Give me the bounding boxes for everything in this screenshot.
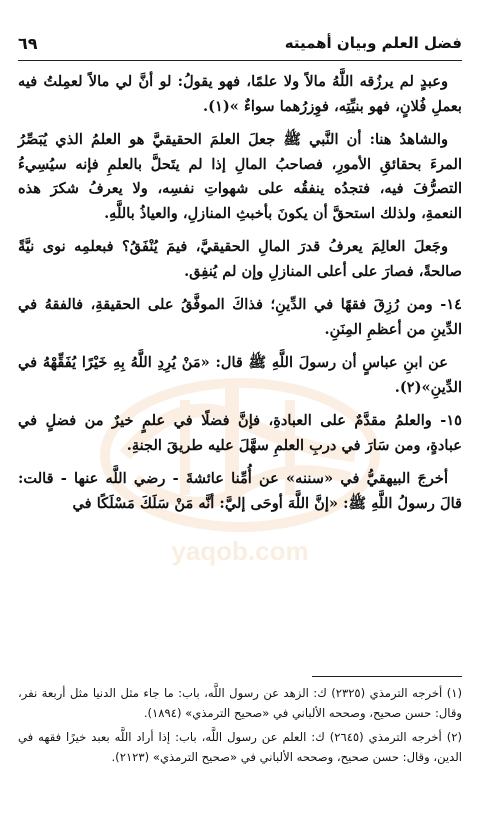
watermark-url: yaqob.com [171, 536, 309, 566]
paragraph-bayhaqi: أخرجَ البيهقيُّ في «سننه» عن أُمِّنا عائشةَ - رضي اللَّه عنها - قالت: قالَ رسولُ اللَّهِ ﷺ: «إنَّ اللَّهَ أوحَى إليَّ: أنَّه مَنْ سَلَكَ مَسْلَكًا في [18, 470, 462, 512]
footnote-1: (١) أخرجه الترمذي (٢٣٢٥) ك: الزهد عن رسول اللَّه، باب: ما جاء مثل الدنيا مثل أربعة نفر، وقال: حسن صحيح، وصححه الألباني في «صحيح الترمذي» (١٨٩٤). [18, 686, 462, 720]
paragraph-evidence: والشاهدُ هنا: أن النَّبي ﷺ جعلَ العلمَ الحقيقيَّ هو العلمُ الذي يُبَصِّرُ المرءَ بحقائقِ الأمورِ، فصاحبُ المالِ إذا لم يتَحلَّ بالعلمِ فإنه سيُسِيءُ التصرُّفَ فيه، فتجدُه ينفقُه على شهواتِ نفسِه، ولا يعرفُ شكرَ هذه النعمةِ، ولذلك استحقَّ أن يكونَ بأخبثِ المنازلِ، والعياذُ باللَّهِ. [18, 131, 462, 222]
point-14: ١٤- ومن رُزِقَ فقهًا في الدِّينِ؛ فذاكَ الموفَّقُ على الحقيقةِ، فالفقهُ في الدِّينِ من أعظمِ المِنَنِ. [18, 296, 462, 338]
paragraph-hadith-end: وعبدٍ لم يرزُقه اللَّهُ مالاً ولا علمًا، فهو يقولُ: لو أنَّ لي مالاً لعمِلتُ فيه بعملِ فُلانٍ، فهو بنيِّتِه، فوِزرُهما سواءٌ »(١). [18, 73, 462, 115]
main-text [18, 70, 462, 525]
page-header [18, 30, 462, 56]
page-number: ٦٩ [18, 33, 38, 53]
header-divider [18, 60, 462, 61]
footnotes [18, 683, 462, 771]
paragraph-scholar: وجَعلَ العالِمَ يعرفُ قدرَ المالِ الحقيقيَّ، فيمَ يُنْفَقُ؟ فبعلمِه نوى نيَّةً صالحةً، فصارَ على أعلى المنازلِ وإن لم يُنفِق. [18, 238, 462, 280]
paragraph-ibn-abbas: عن ابنِ عباسٍ أن رسولَ اللَّهِ ﷺ قال: «مَنْ يُرِدِ اللَّهُ بِهِ خَيْرًا يُفَقِّهْهُ في الدِّينِ»(٢). [18, 354, 462, 396]
point-15: ١٥- والعلمُ مقدَّمٌ على العبادةِ، فإنَّ فضلًا في علمٍ خيرٌ من فضلٍ في عبادةٍ، ومن سَارَ في دربِ العلمِ سهَّلَ عليه طريقَ الجنةِ. [18, 412, 462, 454]
footnote-2: (٢) أخرجه الترمذي (٢٦٤٥) ك: العلم عن رسول اللَّه، باب: إذا أراد اللَّه بعبد خيرًا فقهه في الدين، وقال: حسن صحيح، وصححه الألباني في «صحيح الترمذي» (٢١٢٣). [18, 730, 462, 764]
running-title: فضل العلم وبيان أهميته [284, 34, 462, 52]
footnote-divider [312, 676, 462, 677]
